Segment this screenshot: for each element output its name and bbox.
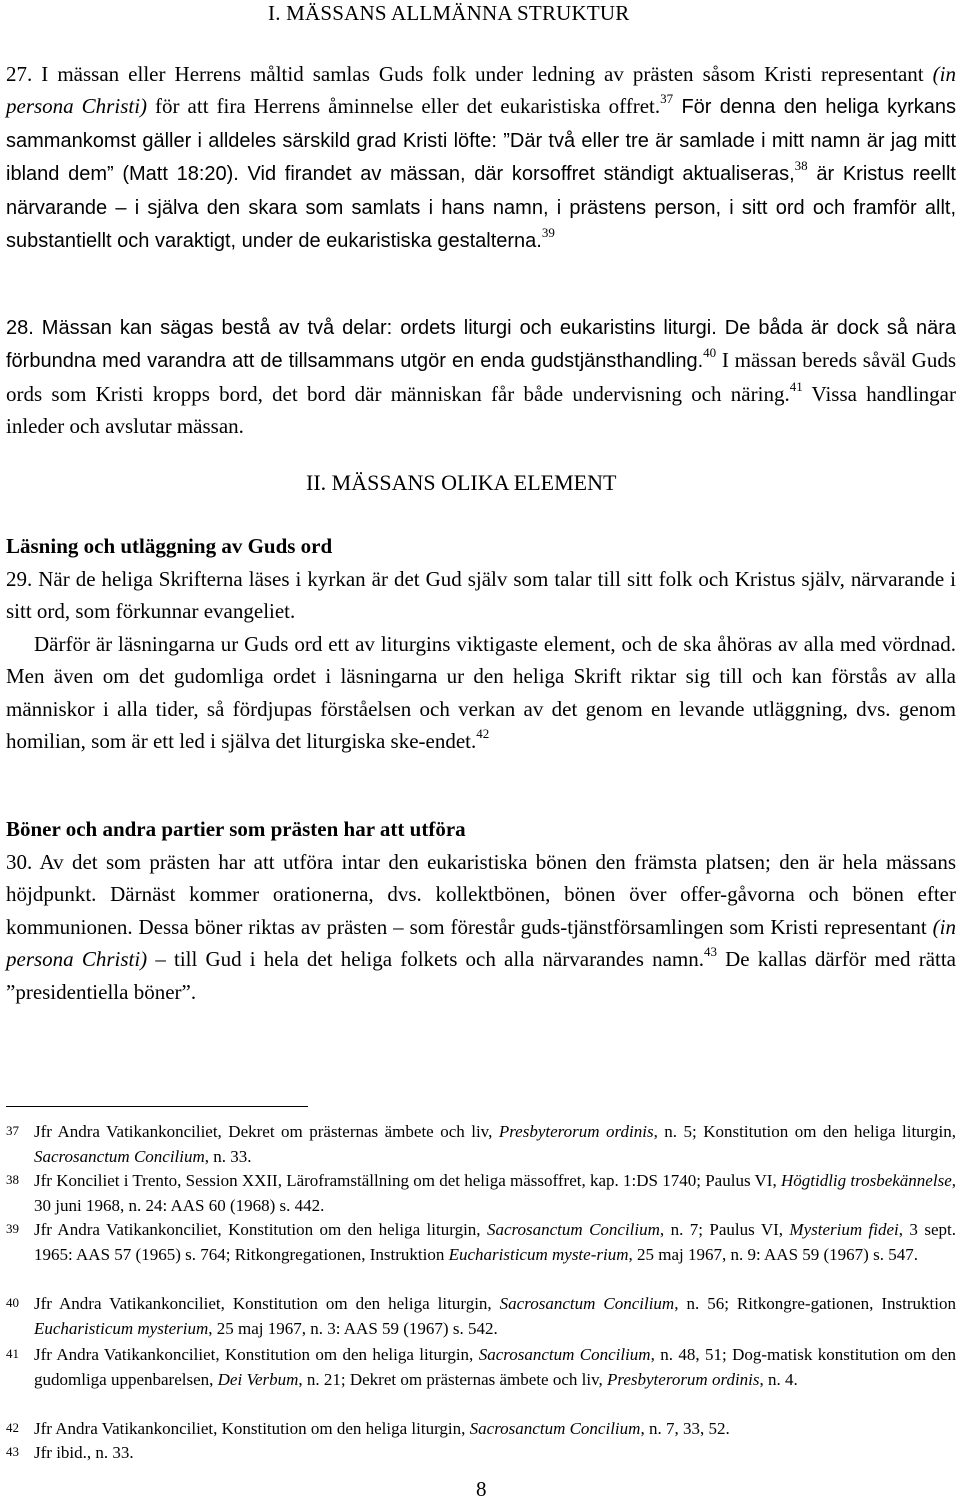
footnote-text [34, 1218, 956, 1267]
section-title: II. MÄSSANS OLIKA ELEMENT [306, 470, 617, 495]
footnote-ref-40[interactable]: 40 [703, 345, 717, 361]
footnote-text [34, 1120, 956, 1169]
subheading-prayers: Böner och andra partier som prästen har att utföra [6, 817, 466, 841]
citation-title: Presbyterorum ordinis [606, 1369, 760, 1389]
footnote-run: , n. 48, 51; Dog-matisk konstitution om den gudomliga uppenbarelsen, [34, 1345, 956, 1389]
footnote-run: Jfr Andra Vatikankonciliet, Konstitution om den heliga liturgin, [34, 1294, 500, 1313]
footnote-number: 42 [6, 1420, 19, 1435]
running-head: I. MÄSSANS ALLMÄNNA STRUKTUR [268, 1, 630, 25]
footnote-run: , n. 4. [759, 1369, 798, 1389]
footnote-number: 37 [6, 1123, 19, 1138]
footnote-text [34, 1417, 956, 1442]
footnote-run: Jfr Konciliet i Trento, Session XXII, Läroframställning om det heliga mässoffret, kap. 1:DS 1740; Paulus VI, [34, 1171, 781, 1190]
footnote-run: Jfr Andra Vatikankonciliet, Konstitution om den heliga liturgin, [34, 1345, 479, 1364]
citation-title: Sacrosanctum Concilium [478, 1345, 651, 1364]
footnote-38 [6, 1169, 956, 1218]
paragraph-28: 28. Mässan kan sägas bestå av två delar: ordets liturgi och eukaristins liturgi. De båda är dock så nära förbundna med varandra att de tillsammans utgör en enda gudstjänsthandling.$^{40}$ I mässan bereds såväl Guds ords som Kristi kropps bord, det bord där människan får både undervisning och näring.$^{41}$ Vissa handlingar inleder och avslutar mässan. [6, 317, 957, 439]
footnote-number: 43 [6, 1444, 19, 1459]
footnote-ref-41[interactable]: 41 [789, 378, 803, 394]
citation-title: Presbyterorum ordinis [498, 1122, 654, 1141]
footnote-text [34, 1169, 956, 1218]
footnote-run: , n. 33. [204, 1146, 252, 1166]
citation-title: Högtidlig trosbekännelse [780, 1171, 952, 1190]
footnote-text [34, 1441, 956, 1466]
footnote-run: , n. 7; Paulus VI, [659, 1220, 790, 1239]
page-number: 8 [476, 1477, 487, 1501]
citation-title: Eucharisticum myste-rium [448, 1244, 629, 1264]
footnote-41 [6, 1343, 956, 1392]
footnote-run: Jfr Andra Vatikankonciliet, Konstitution om den heliga liturgin, [34, 1220, 487, 1239]
paragraph-29: 29. När de heliga Skrifterna läses i kyrkan är det Gud själv som talar till sitt folk och Kristus själv, närvarande i sitt ord, som förkunnar evangeliet. Därför är läsningarna ur Guds ord ett av liturgins viktigaste element, och de ska åhöras av alla med vördnad. Men även om det gudomliga ordet i läsningarna ur den heliga Skrift riktar sig till och kan förstås av alla människor i alla tider, så fördjupas förståelsen och verkan av det genom en levande utläggning, dvs. genom homilian, som är ett led i själva det liturgiska ske-endet.$^{42}$ [6, 567, 956, 754]
footnote-40 [6, 1292, 956, 1341]
footnote-run: , 25 maj 1967, n. 9: AAS 59 (1967) s. 547. [628, 1244, 918, 1264]
citation-title: Sacrosanctum Concilium [486, 1220, 660, 1239]
citation-title: Dei Verbum [217, 1369, 299, 1389]
footnote-ref-42[interactable]: 42 [476, 726, 490, 742]
footnote-42 [6, 1417, 956, 1442]
footnote-run: , n. 7, 33, 52. [640, 1419, 730, 1438]
footnote-run: , n. 5; Konstitution om den heliga liturgin, [653, 1122, 956, 1141]
citation-title: Sacrosanctum Concilium [499, 1294, 675, 1313]
footnote-39 [6, 1218, 956, 1267]
citation-title: Sacrosanctum Concilium [34, 1146, 205, 1166]
citation-title: Mysterium fidei [789, 1220, 899, 1239]
citation-title: Sacrosanctum Concilium [469, 1419, 641, 1438]
footnote-run: , n. 21; Dekret om prästernas ämbete och liv, [298, 1369, 607, 1389]
footnote-run: , 25 maj 1967, n. 3: AAS 59 (1967) s. 542. [208, 1318, 498, 1338]
footnote-ref-43[interactable]: 43 [703, 944, 717, 960]
footnote-run: Jfr Andra Vatikankonciliet, Dekret om prästernas ämbete och liv, [34, 1122, 499, 1141]
paragraph-30: 30. Av det som prästen har att utföra intar den eukaristiska bönen den främsta platsen; den är hela mässans höjdpunkt. Därnäst kommer orationerna, dvs. kollektbönen, bönen över offer-gåvorna och bönen efter kommunionen. Dessa böner riktas av prästen – som förestår guds-tjänstförsamlingen som Kristi representant (in persona Christi) – till Gud i hela det heliga folkets och alla närvarandes namn.$^{43}$ De kallas därför med rätta ”presidentiella böner”. [6, 850, 956, 1004]
footnote-run: , n. 56; Ritkongre-gationen, Instruktion [674, 1294, 956, 1313]
footnote-run: Jfr Andra Vatikankonciliet, Konstitution om den heliga liturgin, [34, 1419, 470, 1438]
footnote-number: 39 [6, 1221, 19, 1236]
footnote-run: , 30 juni 1968, n. 24: AAS 60 (1968) s. 442. [34, 1171, 956, 1215]
footnote-separator [6, 1106, 308, 1107]
footnote-run: Jfr ibid., n. 33. [34, 1443, 134, 1462]
footnote-number: 38 [6, 1172, 19, 1187]
footnote-run: , 3 sept. 1965: AAS 57 (1965) s. 764; Ritkongregationen, Instruktion [34, 1220, 956, 1264]
subheading-reading: Läsning och utläggning av Guds ord [6, 534, 333, 558]
footnote-ref-37[interactable]: 37 [660, 91, 674, 107]
footnote-ref-39[interactable]: 39 [541, 225, 555, 241]
footnote-ref-38[interactable]: 38 [794, 158, 808, 174]
paragraph-27: 27. I mässan eller Herrens måltid samlas Guds folk under ledning av prästen såsom Kristi representant (in persona Christi) för att fira Herrens åminnelse eller det eukaristiska offret.$^{37}$ För denna den heliga kyrkans sammankomst gäller i alldeles särskild grad Kristi löfte: ”Där två eller tre är samlade i mitt namn är jag mitt ibland dem” (Matt 18:20). Vid firandet av mässan, där korsoffret ständigt aktualiseras,$^{38}$ är Kristus reellt närvarande – i själva den skara som samlats i hans namn, i prästens person, i sitt ord och framför allt, substantiellt och varaktigt, under de eukaristiska gestalterna.$^{39}$ [6, 62, 956, 253]
footnote-number: 40 [6, 1295, 19, 1310]
footnote-text [34, 1343, 956, 1392]
citation-title: Eucharisticum mysterium [34, 1318, 209, 1338]
footnote-43 [6, 1441, 956, 1466]
footnote-37 [6, 1120, 956, 1169]
footnote-text [34, 1292, 956, 1341]
footnote-number: 41 [6, 1346, 19, 1361]
